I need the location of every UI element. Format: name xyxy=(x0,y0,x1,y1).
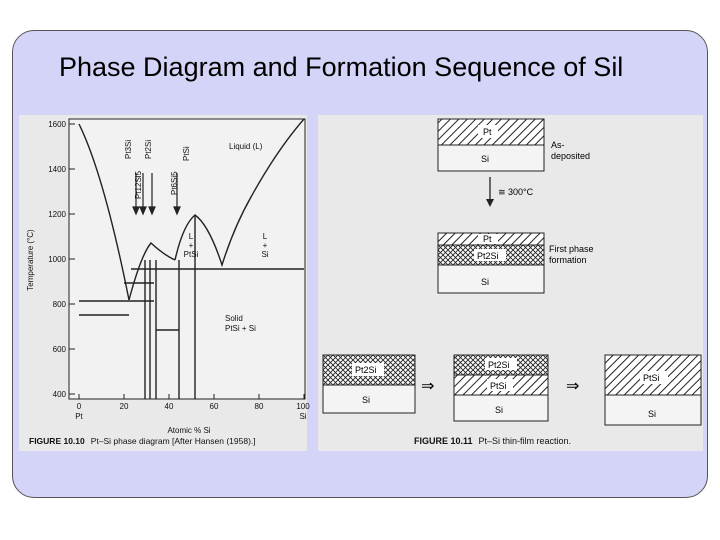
caption-label: FIGURE 10.10 xyxy=(29,436,85,446)
caption-text: Pt–Si phase diagram [After Hansen (1958).] xyxy=(90,436,256,446)
si-substrate-a xyxy=(438,145,544,171)
region-right-line1: L xyxy=(262,232,268,241)
si-label-a: Si xyxy=(481,154,490,164)
y-tick-1200: 1200 xyxy=(48,210,66,219)
stack-pt2si xyxy=(323,355,415,413)
pt-label-b: Pt xyxy=(483,234,492,244)
label-pt2si: Pt2Si xyxy=(144,139,153,159)
label-pt3si: Pt3Si xyxy=(124,139,133,159)
region-left-line3: PtSi xyxy=(183,250,199,259)
x-tick-80: 80 xyxy=(254,402,264,411)
liquid-label: Liquid (L) xyxy=(229,142,263,151)
reaction-arrow-2: ⇒ xyxy=(566,378,580,395)
x-left-element: Pt xyxy=(75,412,83,421)
ptsi-label-e: PtSi xyxy=(643,373,660,383)
thin-film-svg xyxy=(318,115,703,451)
anneal-step xyxy=(486,177,534,207)
stack-as-deposited xyxy=(438,119,590,171)
as-deposited-line2: deposited xyxy=(551,151,591,161)
phase-diagram-caption xyxy=(29,436,256,446)
y-tick-400: 400 xyxy=(52,390,66,399)
stack-pt2si-ptsi xyxy=(454,355,548,421)
slide-frame xyxy=(12,30,708,498)
label-pt6si5: Pt6Si5 xyxy=(170,171,179,195)
stack-ptsi xyxy=(605,355,701,425)
stack-first-phase xyxy=(438,233,594,293)
first-phase-line2: formation xyxy=(549,255,587,265)
si-label-e: Si xyxy=(648,409,657,419)
phase-diagram-svg xyxy=(19,115,310,451)
pt2si-label-b: Pt2Si xyxy=(477,251,499,261)
pt2si-label-d: Pt2Si xyxy=(488,360,510,370)
solid-label-line1: Solid xyxy=(225,314,243,323)
pt2si-label-c: Pt2Si xyxy=(355,365,377,375)
caption-text-tf: Pt–Si thin-film reaction. xyxy=(478,436,572,446)
label-ptsi: PtSi xyxy=(182,146,191,161)
thin-film-figure xyxy=(318,115,703,451)
pt-label-a: Pt xyxy=(483,127,492,137)
x-tick-100: 100 xyxy=(296,402,310,411)
anneal-temperature: ≅ 300°C xyxy=(498,187,534,197)
phase-diagram-figure xyxy=(19,115,310,451)
si-label-b: Si xyxy=(481,277,490,287)
si-label-d: Si xyxy=(495,405,504,415)
y-tick-1600: 1600 xyxy=(48,120,66,129)
x-axis-label: Atomic % Si xyxy=(167,426,211,435)
as-deposited-line1: As- xyxy=(551,140,565,150)
y-tick-600: 600 xyxy=(52,345,66,354)
x-tick-40: 40 xyxy=(164,402,174,411)
x-tick-60: 60 xyxy=(209,402,219,411)
label-pt12si5: Pt12Si5 xyxy=(134,170,143,199)
first-phase-line1: First phase xyxy=(549,244,594,254)
y-tick-1400: 1400 xyxy=(48,165,66,174)
caption-label-tf: FIGURE 10.11 xyxy=(414,436,473,446)
si-label-c: Si xyxy=(362,395,371,405)
region-right-line3: Si xyxy=(261,250,269,259)
solid-label-line2: PtSi + Si xyxy=(225,324,256,333)
y-axis-label: Temperature (°C) xyxy=(26,229,35,291)
x-tick-20: 20 xyxy=(119,402,129,411)
region-right-line2: + xyxy=(262,241,268,250)
region-left-line2: + xyxy=(188,241,194,250)
y-tick-800: 800 xyxy=(52,300,66,309)
region-left-line1: L xyxy=(188,232,194,241)
slide-title: Phase Diagram and Formation Sequence of Sil xyxy=(59,52,624,82)
si-substrate-b xyxy=(438,265,544,293)
x-right-element: Si xyxy=(299,412,307,421)
y-tick-1000: 1000 xyxy=(48,255,66,264)
reaction-arrow-1: ⇒ xyxy=(421,378,435,395)
thin-film-caption xyxy=(414,436,571,446)
x-tick-0: 0 xyxy=(76,402,82,411)
ptsi-label-d: PtSi xyxy=(490,381,507,391)
